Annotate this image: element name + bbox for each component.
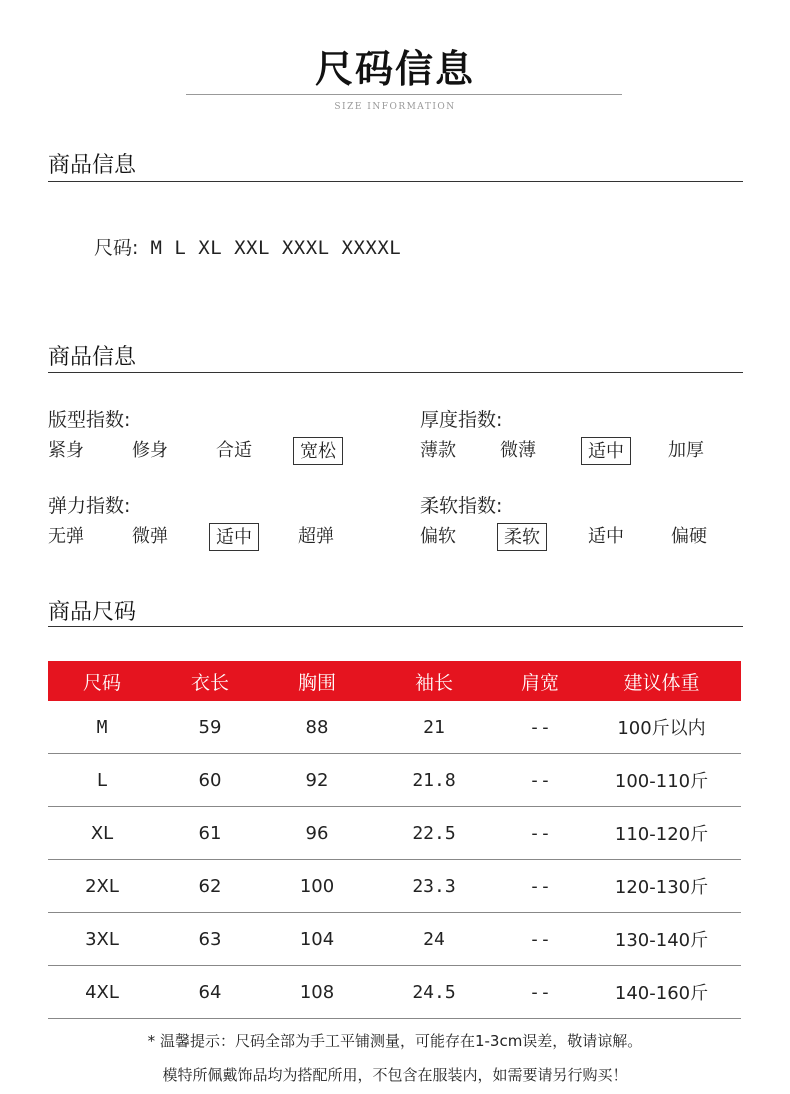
elasticity-option-slight: 微弹 <box>132 526 168 547</box>
cell-size: 4XL <box>85 981 119 1003</box>
thickness-option-slightly-thin: 微薄 <box>500 440 536 461</box>
cell-shoulder: -- <box>529 981 551 1003</box>
title-divider <box>186 94 622 95</box>
cell-weight: 110-120斤 <box>614 824 709 845</box>
table-row <box>48 966 741 1019</box>
table-row <box>48 701 741 754</box>
cell-length: 59 <box>198 716 222 738</box>
cell-sleeve: 24 <box>423 928 445 950</box>
cell-sleeve: 21.8 <box>412 769 456 791</box>
header-weight: 建议体重 <box>623 671 700 694</box>
thickness-option-thick: 加厚 <box>668 440 704 461</box>
cell-length: 64 <box>198 981 222 1003</box>
softness-index-label: 柔软指数: <box>420 495 503 517</box>
cell-size: 2XL <box>85 875 119 897</box>
size-list <box>94 233 401 260</box>
cell-sleeve: 23.3 <box>412 875 456 897</box>
header-shoulder: 肩宽 <box>520 671 559 694</box>
table-row <box>48 754 741 807</box>
elasticity-option-medium-selected: 适中 <box>209 523 259 551</box>
cell-weight: 100-110斤 <box>614 771 709 792</box>
cell-size: M <box>96 716 108 738</box>
thickness-index-label: 厚度指数: <box>420 409 503 431</box>
cell-shoulder: -- <box>529 928 551 950</box>
cell-chest: 108 <box>299 981 335 1003</box>
cell-shoulder: -- <box>529 769 551 791</box>
cell-length: 61 <box>198 822 222 844</box>
fit-option-loose-selected: 宽松 <box>293 437 343 465</box>
page-subtitle: SIZE INFORMATION <box>334 102 456 112</box>
size-table-header <box>48 661 741 701</box>
cell-length: 63 <box>198 928 222 950</box>
cell-shoulder: -- <box>529 716 551 738</box>
page-title: 尺码信息 <box>314 47 475 91</box>
cell-shoulder: -- <box>529 875 551 897</box>
note-measurement: * 温馨提示：尺码全部为手工平铺测量，可能存在1-3cm误差，敬请谅解。 <box>147 1032 643 1050</box>
size-values: M L XL XXL XXXL XXXXL <box>150 237 402 259</box>
cell-length: 62 <box>198 875 222 897</box>
header-sleeve: 袖长 <box>414 671 453 694</box>
header-length: 衣长 <box>190 671 229 694</box>
softness-option-hard-ish: 偏硬 <box>671 526 707 547</box>
section-divider <box>48 181 743 182</box>
cell-chest: 88 <box>305 716 329 738</box>
cell-weight: 130-140斤 <box>614 930 709 951</box>
section-title-size-chart: 商品尺码 <box>48 600 137 625</box>
fit-option-tight: 紧身 <box>48 440 84 461</box>
cell-size: 3XL <box>85 928 119 950</box>
softness-option-soft-ish: 偏软 <box>420 526 456 547</box>
cell-weight: 100斤以内 <box>617 718 706 739</box>
size-label: 尺码: <box>94 237 139 259</box>
fit-option-slim: 修身 <box>132 440 168 461</box>
section-divider <box>48 626 743 627</box>
cell-chest: 104 <box>299 928 335 950</box>
thickness-option-medium-selected: 适中 <box>581 437 631 465</box>
cell-sleeve: 24.5 <box>412 981 456 1003</box>
table-row <box>48 913 741 966</box>
elasticity-option-super: 超弹 <box>298 526 334 547</box>
header-size: 尺码 <box>82 671 121 694</box>
cell-weight: 120-130斤 <box>614 877 709 898</box>
cell-weight: 140-160斤 <box>614 983 709 1004</box>
header-chest: 胸围 <box>297 671 336 694</box>
size-table <box>48 661 741 1019</box>
softness-option-soft-selected: 柔软 <box>497 523 547 551</box>
table-row <box>48 807 741 860</box>
cell-chest: 96 <box>305 822 329 844</box>
cell-shoulder: -- <box>529 822 551 844</box>
thickness-option-thin: 薄款 <box>420 440 456 461</box>
softness-option-medium: 适中 <box>588 526 624 547</box>
note-accessories: 模特所佩戴饰品均为搭配所用，不包含在服装内，如需要请另行购买！ <box>162 1066 628 1084</box>
cell-length: 60 <box>198 769 222 791</box>
table-row <box>48 860 741 913</box>
cell-chest: 100 <box>299 875 335 897</box>
cell-size: XL <box>90 822 114 844</box>
section-divider <box>48 372 743 373</box>
cell-sleeve: 21 <box>423 716 445 738</box>
fit-index-label: 版型指数: <box>48 409 131 431</box>
elasticity-index-label: 弹力指数: <box>48 495 131 517</box>
section-title-product-index: 商品信息 <box>48 345 137 370</box>
cell-size: L <box>96 769 108 791</box>
cell-chest: 92 <box>305 769 329 791</box>
cell-sleeve: 22.5 <box>412 822 456 844</box>
section-title-product-info: 商品信息 <box>48 153 137 178</box>
elasticity-option-none: 无弹 <box>48 526 84 547</box>
fit-option-regular: 合适 <box>216 440 252 461</box>
